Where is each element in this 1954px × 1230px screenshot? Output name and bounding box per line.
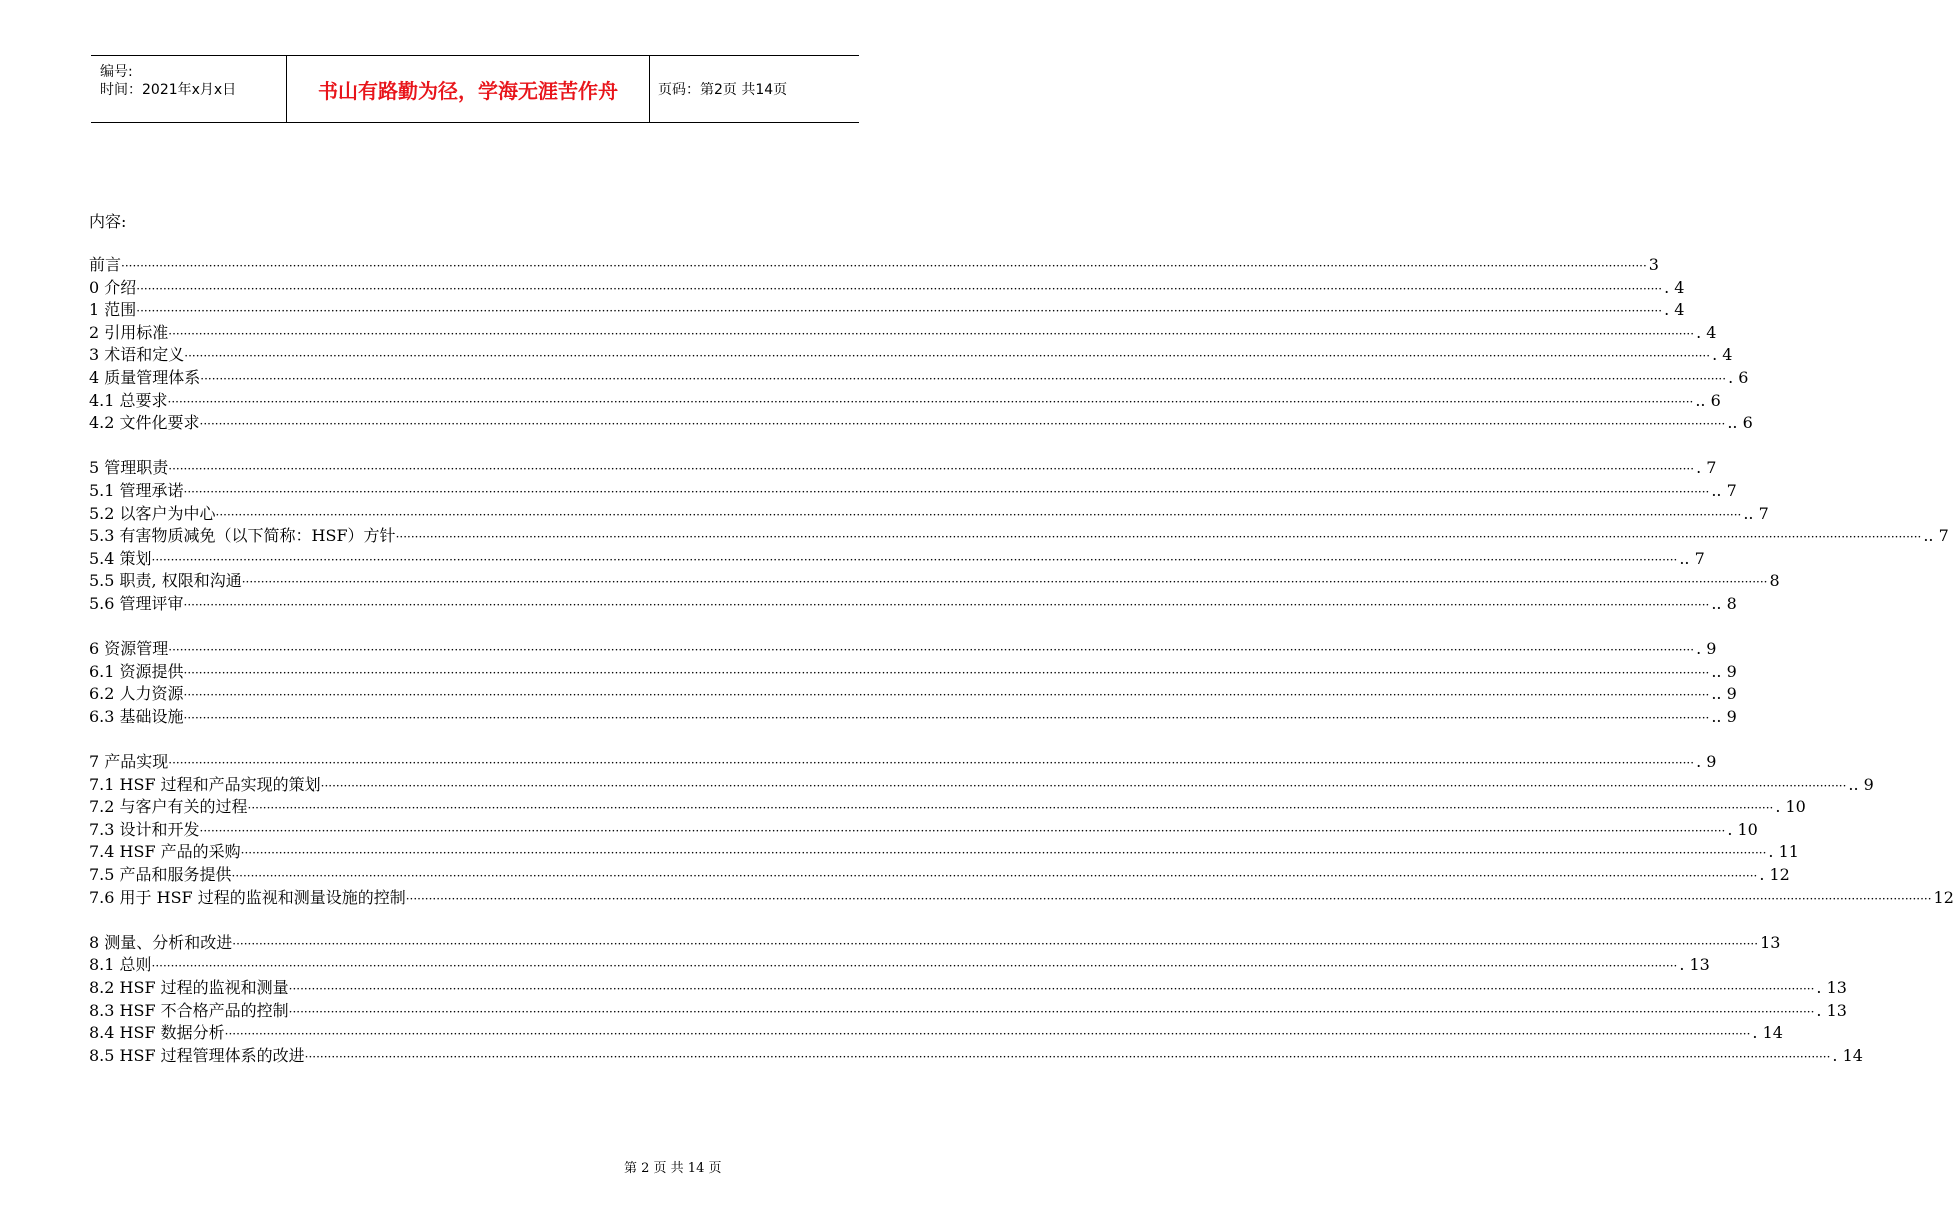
toc-leader-dots: ················································································································································································································································································································································································································ bbox=[395, 530, 1922, 545]
page-footer: 第 2 页 共 14 页 bbox=[624, 1161, 722, 1176]
toc-leader-dots: ················································································································································································································································································································································································································ bbox=[215, 507, 1742, 522]
toc-leader-dots: ················································································································································································································································································································································································································ bbox=[151, 552, 1678, 567]
toc-entry-page: . 14 bbox=[1832, 1045, 1863, 1065]
toc-leader-dots: ················································································································································································································································································································································································································ bbox=[405, 891, 1932, 906]
toc-entry-title: 3 术语和定义 bbox=[89, 345, 185, 365]
toc-leader-dots: ················································································································································································································································································································································································································ bbox=[288, 1004, 1815, 1019]
toc-group-spacer bbox=[89, 616, 749, 639]
toc-entry-page: . 10 bbox=[1775, 797, 1806, 817]
toc-entry-page: . 6 bbox=[1728, 367, 1749, 387]
toc-leader-dots: ················································································································································································································································································································································································································ bbox=[224, 1027, 1751, 1042]
toc-leader-dots: ················································································································································································································································································································································································································ bbox=[168, 326, 1695, 341]
toc-entry[interactable] bbox=[89, 548, 1705, 571]
toc-entry-page: .. 7 bbox=[1679, 548, 1705, 568]
toc-entry-page: . 12 bbox=[1759, 865, 1790, 885]
table-of-contents bbox=[89, 254, 1954, 1067]
toc-entry[interactable] bbox=[89, 593, 1737, 616]
toc-entry-page: .. 6 bbox=[1727, 413, 1753, 433]
toc-entry-title: 5.6 管理评审 bbox=[89, 593, 184, 613]
toc-entry-page: .. 9 bbox=[1711, 706, 1737, 726]
toc-entry-page: .. 6 bbox=[1695, 390, 1721, 410]
toc-leader-dots: ················································································································································································································································································································································································································ bbox=[168, 756, 1695, 771]
toc-entry-page: .. 7 bbox=[1923, 526, 1949, 546]
toc-entry[interactable] bbox=[89, 774, 1874, 797]
toc-entry[interactable] bbox=[89, 344, 1733, 367]
header-page-info: 页码：第2页 共14页 bbox=[658, 82, 788, 98]
toc-entry-page: . 7 bbox=[1696, 458, 1717, 478]
toc-entry[interactable] bbox=[89, 367, 1749, 390]
toc-entry[interactable] bbox=[89, 864, 1790, 887]
toc-entry-title: 6.3 基础设施 bbox=[89, 706, 184, 726]
toc-entry-title: 5.3 有害物质减免（以下简称：HSF）方针 bbox=[89, 526, 396, 546]
toc-entry[interactable] bbox=[89, 299, 1685, 322]
toc-entry-page: . 4 bbox=[1664, 277, 1685, 297]
toc-leader-dots: ················································································································································································································································································································································································································ bbox=[304, 1049, 1831, 1064]
toc-entry[interactable] bbox=[89, 887, 1954, 910]
toc-entry[interactable] bbox=[89, 412, 1753, 435]
toc-entry-title: 5 管理职责 bbox=[89, 458, 169, 478]
toc-entry-page: .. 8 bbox=[1711, 593, 1737, 613]
toc-entry[interactable] bbox=[89, 1022, 1783, 1045]
toc-entry-page: 3 bbox=[1648, 255, 1659, 274]
toc-leader-dots: ················································································································································································································································································································································································································ bbox=[183, 688, 1710, 703]
toc-entry-page: .. 9 bbox=[1848, 774, 1874, 794]
toc-leader-dots: ················································································································································································································································································································································································································ bbox=[247, 801, 1774, 816]
serial-label: 编号: bbox=[100, 64, 133, 80]
toc-leader-dots: ················································································································································································································································································································································································································ bbox=[231, 869, 1758, 884]
toc-entry-title: 4.1 总要求 bbox=[89, 390, 168, 410]
toc-entry[interactable] bbox=[89, 525, 1949, 548]
toc-leader-dots: ················································································································································································································································································································································································································ bbox=[199, 417, 1726, 432]
toc-entry-title: 6.2 人力资源 bbox=[89, 684, 184, 704]
toc-entry[interactable] bbox=[89, 480, 1737, 503]
toc-group-spacer bbox=[89, 728, 749, 751]
toc-entry-title: 4.2 文件化要求 bbox=[89, 413, 200, 433]
toc-entry[interactable] bbox=[89, 390, 1721, 413]
toc-leader-dots: ················································································································································································································································································································································································································ bbox=[183, 597, 1710, 612]
toc-entry-page: . 4 bbox=[1664, 300, 1685, 320]
toc-leader-dots: ················································································································································································································································································································································································································ bbox=[288, 982, 1815, 996]
toc-entry[interactable] bbox=[89, 457, 1717, 480]
toc-entry[interactable] bbox=[89, 277, 1685, 300]
toc-entry[interactable] bbox=[89, 932, 1781, 955]
toc-leader-dots: ················································································································································································································································································································································································································ bbox=[183, 710, 1710, 725]
toc-leader-dots: ················································································································································································································································································································································································································ bbox=[200, 371, 1727, 386]
toc-leader-dots: ················································································································································································································································································································································································································ bbox=[232, 936, 1759, 951]
toc-entry-title: 8 测量、分析和改进 bbox=[89, 932, 233, 952]
toc-leader-dots: ················································································································································································································································································································································································································ bbox=[240, 846, 1767, 861]
toc-entry[interactable] bbox=[89, 661, 1737, 684]
toc-entry[interactable] bbox=[89, 1000, 1847, 1023]
toc-entry-title: 5.2 以客户为中心 bbox=[89, 503, 216, 523]
toc-entry-title: 8.2 HSF 过程的监视和测量 bbox=[89, 978, 289, 997]
toc-entry[interactable] bbox=[89, 954, 1710, 977]
toc-entry[interactable] bbox=[89, 796, 1806, 819]
toc-entry[interactable] bbox=[89, 1045, 1863, 1068]
toc-entry-title: 6 资源管理 bbox=[89, 639, 169, 659]
page-header bbox=[91, 55, 859, 123]
toc-leader-dots: ················································································································································································································································································································································································································ bbox=[136, 281, 1663, 296]
toc-entry-title: 7.4 HSF 产品的采购 bbox=[89, 842, 241, 862]
toc-entry-page: 13 bbox=[1760, 932, 1781, 952]
toc-entry-page: . 13 bbox=[1816, 1000, 1847, 1020]
toc-entry[interactable] bbox=[89, 322, 1717, 345]
toc-entry[interactable] bbox=[89, 503, 1769, 526]
toc-entry-page: .. 9 bbox=[1711, 684, 1737, 704]
toc-entry[interactable] bbox=[89, 706, 1737, 729]
toc-entry-title: 5.5 职责, 权限和沟通 bbox=[89, 571, 242, 591]
toc-entry[interactable] bbox=[89, 841, 1799, 864]
toc-leader-dots: ················································································································································································································································································································································································································ bbox=[168, 462, 1695, 477]
toc-entry-page: . 13 bbox=[1679, 955, 1710, 975]
toc-entry-page: . 14 bbox=[1752, 1023, 1783, 1043]
toc-entry[interactable] bbox=[89, 977, 1847, 1000]
toc-entry-title: 7.1 HSF 过程和产品实现的策划 bbox=[89, 774, 321, 794]
toc-entry-page: 12 bbox=[1933, 887, 1954, 907]
toc-entry-page: .. 7 bbox=[1711, 480, 1737, 500]
toc-entry-title: 1 范围 bbox=[89, 300, 137, 320]
toc-entry-title: 前言 bbox=[89, 255, 122, 274]
toc-entry[interactable] bbox=[89, 254, 1659, 277]
toc-group-spacer bbox=[89, 909, 749, 932]
toc-entry-page: . 4 bbox=[1696, 322, 1717, 342]
toc-leader-dots: ················································································································································································································································································································································································································ bbox=[320, 778, 1847, 793]
header-left-cell bbox=[91, 56, 287, 122]
toc-entry-page: . 4 bbox=[1712, 345, 1733, 365]
toc-entry-title: 5.1 管理承诺 bbox=[89, 480, 184, 500]
toc-entry-page: . 13 bbox=[1816, 978, 1847, 997]
toc-entry-title: 7.6 用于 HSF 过程的监视和测量设施的控制 bbox=[89, 887, 406, 907]
toc-entry-title: 2 引用标准 bbox=[89, 322, 169, 342]
toc-entry-page: 8 bbox=[1769, 571, 1780, 591]
toc-entry-title: 8.3 HSF 不合格产品的控制 bbox=[89, 1000, 289, 1020]
toc-entry-page: .. 7 bbox=[1743, 503, 1769, 523]
time-label: 时间：2021年x月x日 bbox=[100, 82, 237, 98]
toc-entry-title: 7 产品实现 bbox=[89, 752, 169, 772]
toc-leader-dots: ················································································································································································································································································································································································································ bbox=[121, 259, 1647, 273]
toc-entry-title: 0 介绍 bbox=[89, 277, 137, 297]
toc-entry[interactable] bbox=[89, 683, 1737, 706]
toc-entry[interactable] bbox=[89, 751, 1717, 774]
toc-entry[interactable] bbox=[89, 638, 1717, 661]
toc-leader-dots: ················································································································································································································································································································································································································ bbox=[168, 643, 1695, 658]
toc-entry-page: .. 9 bbox=[1711, 661, 1737, 681]
toc-entry-page: . 9 bbox=[1696, 752, 1717, 772]
toc-leader-dots: ················································································································································································································································································································································································································ bbox=[241, 575, 1768, 590]
toc-entry-title: 7.5 产品和服务提供 bbox=[89, 865, 232, 885]
toc-entry-page: . 9 bbox=[1696, 639, 1717, 659]
toc-entry-title: 8.5 HSF 过程管理体系的改进 bbox=[89, 1045, 305, 1065]
toc-leader-dots: ················································································································································································································································································································································································································ bbox=[151, 959, 1678, 974]
toc-entry[interactable] bbox=[89, 570, 1780, 593]
toc-entry-title: 5.4 策划 bbox=[89, 548, 152, 568]
toc-entry-title: 6.1 资源提供 bbox=[89, 661, 184, 681]
toc-leader-dots: ················································································································································································································································································································································································································ bbox=[199, 823, 1726, 838]
toc-entry-title: 7.3 设计和开发 bbox=[89, 819, 200, 839]
toc-entry-page: . 10 bbox=[1727, 819, 1758, 839]
toc-entry-title: 7.2 与客户有关的过程 bbox=[89, 797, 248, 817]
toc-entry-title: 8.1 总则 bbox=[89, 955, 152, 975]
toc-group-spacer bbox=[89, 435, 749, 458]
toc-leader-dots: ················································································································································································································································································································································································································ bbox=[136, 304, 1663, 319]
toc-leader-dots: ················································································································································································································································································································································································································ bbox=[183, 665, 1710, 680]
toc-leader-dots: ················································································································································································································································································································································································································ bbox=[167, 394, 1694, 409]
toc-leader-dots: ················································································································································································································································································································································································································ bbox=[183, 484, 1710, 499]
contents-heading: 内容: bbox=[89, 212, 127, 231]
header-motto: 书山有路勤为径，学海无涯苦作舟 bbox=[287, 56, 650, 122]
toc-leader-dots: ················································································································································································································································································································································································································ bbox=[184, 349, 1711, 364]
toc-entry[interactable] bbox=[89, 819, 1758, 842]
toc-entry-page: . 11 bbox=[1768, 842, 1799, 862]
toc-entry-title: 8.4 HSF 数据分析 bbox=[89, 1023, 225, 1043]
toc-entry-title: 4 质量管理体系 bbox=[89, 367, 201, 387]
